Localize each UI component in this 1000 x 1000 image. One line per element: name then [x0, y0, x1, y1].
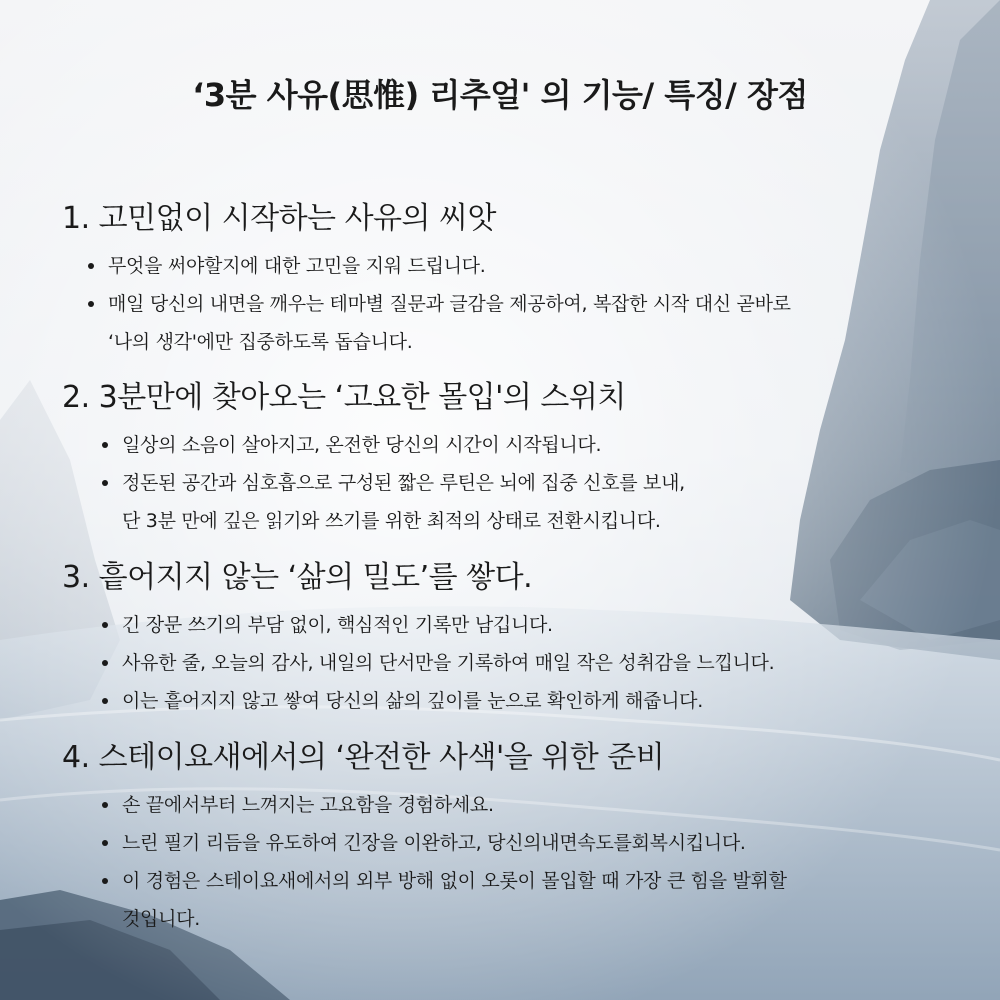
section-4 — [62, 732, 962, 938]
section-3 — [62, 552, 962, 720]
bullet-item: 긴 장문 쓰기의 부담 없이, 핵심적인 기록만 남깁니다. — [62, 606, 962, 644]
bullet-list — [62, 606, 962, 720]
bullet-item: 손 끝에서부터 느껴지는 고요함을 경험하세요. — [62, 786, 962, 824]
section-1 — [62, 193, 962, 361]
bullet-list — [62, 786, 962, 938]
bullet-list — [62, 426, 962, 540]
bullet-item: 느린 필기 리듬을 유도하여 긴장을 이완하고, 당신의내면속도를회복시킵니다. — [62, 824, 962, 862]
bullet-item: 정돈된 공간과 심호흡으로 구성된 짧은 루틴은 뇌에 집중 신호를 보내, 단 3분 만에 깊은 읽기와 쓰기를 위한 최적의 상태로 전환시킵니다. — [62, 464, 962, 540]
bullet-item: 일상의 소음이 살아지고, 온전한 당신의 시간이 시작됩니다. — [62, 426, 962, 464]
bullet-list — [62, 247, 962, 361]
section-heading: 3. 흩어지지 않는 ‘삶의 밀도’를 쌓다. — [62, 560, 533, 595]
bullet-item: 이 경험은 스테이요새에서의 외부 방해 없이 오롯이 몰입할 때 가장 큰 힘을 발휘할 것입니다. — [62, 862, 962, 938]
bullet-item: 이는 흩어지지 않고 쌓여 당신의 삶의 깊이를 눈으로 확인하게 해줍니다. — [62, 682, 962, 720]
section-heading: 4. 스테이요새에서의 ‘완전한 사색'을 위한 준비 — [62, 740, 665, 775]
bullet-item: 사유한 줄, 오늘의 감사, 내일의 단서만을 기록하여 매일 작은 성취감을 느낍니다. — [62, 644, 962, 682]
section-heading: 2. 3분만에 찾아오는 ‘고요한 몰입'의 스위치 — [62, 380, 626, 415]
section-2 — [62, 372, 962, 540]
section-heading: 1. 고민없이 시작하는 사유의 씨앗 — [62, 201, 497, 236]
page-title: ‘3분 사유(思惟) 리추얼' 의 기능/ 특징/ 장점 — [192, 76, 808, 114]
bullet-item: 무엇을 써야할지에 대한 고민을 지워 드립니다. — [62, 247, 962, 285]
bullet-item: 매일 당신의 내면을 깨우는 테마별 질문과 글감을 제공하여, 복잡한 시작 대신 곧바로 ‘나의 생각'에만 집중하도록 돕습니다. — [62, 285, 962, 361]
